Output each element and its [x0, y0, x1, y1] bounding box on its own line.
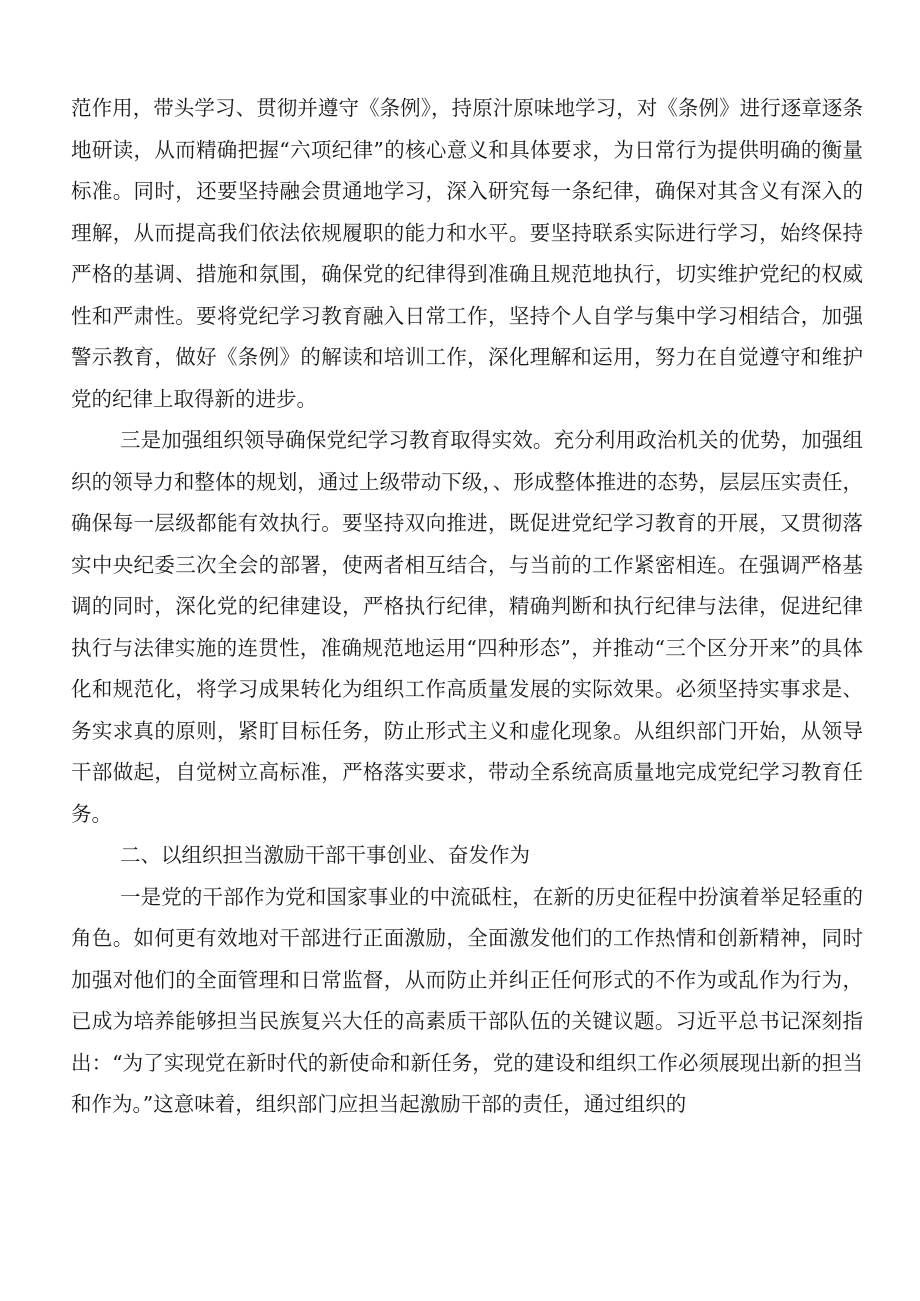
paragraph-continuation: 范作用，带头学习、贯彻并遵守《条例》，持原汁原味地学习，对《条例》进行逐章逐条地研读，从而精确把握“六项纪律”的核心意义和具体要求，为日常行为提供明确的衡量标准。同时，还要坚持融会贯通地学习，深入研究每一条纪律，确保对其含义有深入的理解，从而提高我们依法依规履职的能力和水平。要坚持联系实际进行学习，始终保持严格的基调、措施和氛围，确保党的纪律得到准确且规范地执行，切实维护党纪的权威性和严肃性。要将党纪学习教育融入日常工作，坚持个人自学与集中学习相结合，加强警示教育，做好《条例》的解读和培训工作，深化理解和运用，努力在自觉遵守和维护党的纪律上取得新的进步。 — [71, 96, 863, 411]
paragraph-point-three: 三是加强组织领导确保党纪学习教育取得实效。充分利用政治机关的优势，加强组织的领导力和整体的规划，通过上级带动下级，、形成整体推进的态势，层层压实责任，确保每一层级都能有效执行。要坚持双向推进，既促进党纪学习教育的开展，又贯彻落实中央纪委三次全会的部署，使两者相互结合，与当前的工作紧密相连。在强调严格基调的同时，深化党的纪律建设，严格执行纪律，精确判断和执行纪律与法律，促进纪律执行与法律实施的连贯性，准确规范地运用“四种形态”，并推动“三个区分开来”的具体化和规范化，将学习成果转化为组织工作高质量发展的实际效果。必须坚持实事求是、务实求真的原则，紧盯目标任务，防止形式主义和虚化现象。从组织部门开始，从领导干部做起，自觉树立高标准，严格落实要求，带动全系统高质量地完成党纪学习教育任务。 — [71, 428, 863, 826]
paragraph-point-one: 一是党的干部作为党和国家事业的中流砥柱，在新的历史征程中扮演着举足轻重的角色。如何更有效地对干部进行正面激励，全面激发他们的工作热情和创新精神，同时加强对他们的全面管理和日常监督，从而防止并纠正任何形式的不作为或乱作为行为，已成为培养能够担当民族复兴大任的高素质干部队伍的关键议题。习近平总书记深刻指出：“为了实现党在新时代的新使命和新任务，党的建设和组织工作必须展现出新的担当和作为。”这意味着，组织部门应担当起激励干部的责任，通过组织的 — [71, 884, 863, 1116]
document-body — [71, 88, 863, 1126]
section-heading: 二、以组织担当激励干部干事创业、奋发作为 — [120, 843, 530, 867]
